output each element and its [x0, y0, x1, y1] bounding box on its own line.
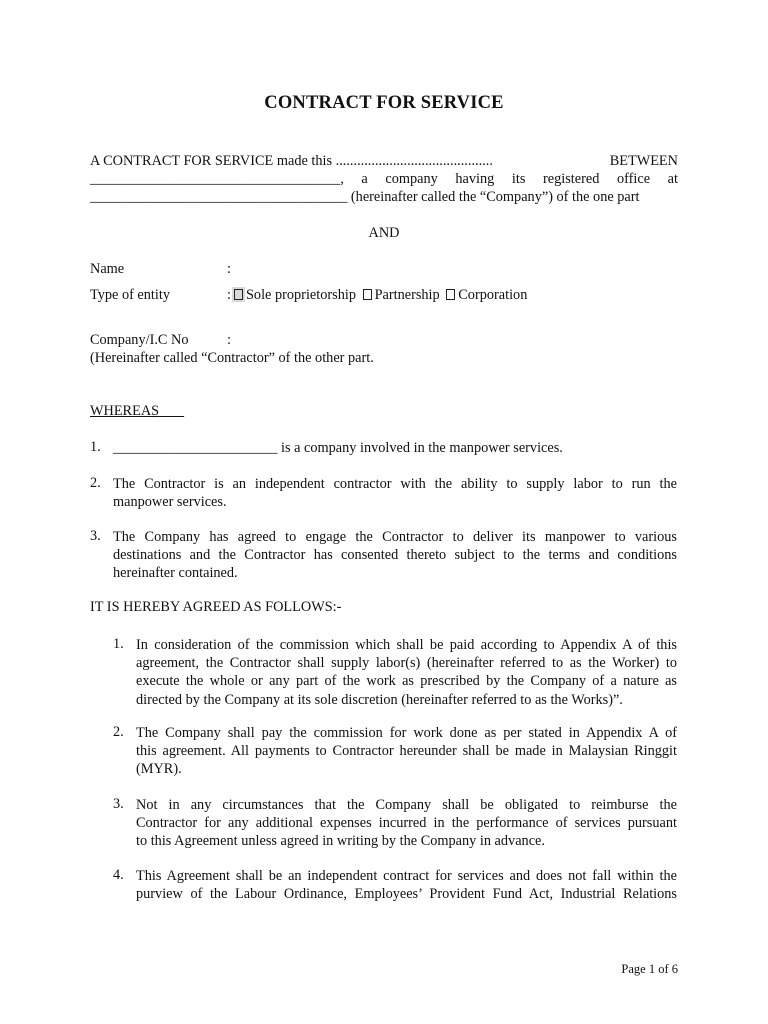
agreed-item-4-line: This Agreement shall be an independent contract for services and does not fall within the — [136, 868, 677, 884]
whereas-item-2-line: manpower services. — [113, 494, 227, 511]
agreed-item-1-line: In consideration of the commission which shall be paid according to Appendix A of this — [136, 637, 677, 653]
intro-line-1 — [90, 152, 678, 170]
contractor-note: (Hereinafter called “Contractor” of the other part. — [90, 350, 374, 366]
whereas-item-1-line: _______________________ is a company involved in the manpower services. — [113, 440, 563, 456]
page-title: CONTRACT FOR SERVICE — [264, 93, 504, 113]
whereas-item-2 — [113, 475, 677, 511]
name-label: Name — [90, 261, 125, 277]
company-ic-label: Company/I.C No — [90, 332, 189, 348]
agreed-item-1-line: directed by the Company at its sole discretion (hereinafter referred to as the Works)”. — [136, 691, 623, 708]
agreed-item-4 — [136, 867, 677, 903]
agreed-item-3-line: to this Agreement unless agreed in writing by the Company in advance. — [136, 833, 545, 850]
whereas-item-1 — [113, 439, 677, 457]
intro-line-3: ____________________________________ (hereinafter called the “Company”) of the one part — [90, 189, 640, 205]
intro-line-1-left: A CONTRACT FOR SERVICE made this ............................................ — [90, 153, 493, 169]
whereas-item-3-line: The Company has agreed to engage the Contractor to deliver its manpower to various — [113, 529, 677, 545]
corporation-label: Corporation — [458, 287, 528, 303]
whereas-item-3-line: destinations and the Contractor has consented thereto subject to the terms and conditions — [113, 547, 677, 564]
corporation-checkbox[interactable] — [446, 289, 455, 300]
whereas-item-3-line: hereinafter contained. — [113, 565, 238, 582]
whereas-item-3-number: 3. — [90, 528, 101, 544]
whereas-item-3 — [113, 528, 677, 583]
agreed-item-4-line: purview of the Labour Ordinance, Employees’ Provident Fund Act, Industrial Relations — [136, 886, 677, 903]
agreed-item-3-line: Contractor for any additional expenses incurred in the performance of services pursuant — [136, 815, 677, 832]
agreed-item-1 — [136, 636, 677, 709]
agreed-item-2-number: 2. — [113, 724, 124, 740]
whereas-item-2-line: The Contractor is an independent contractor with the ability to supply labor to run the — [113, 476, 677, 492]
company-ic-colon: : — [227, 332, 231, 348]
agreed-item-1-line: execute the whole or any part of the work as prescribed by the Company of a nature as — [136, 673, 677, 690]
and-separator: AND — [368, 225, 400, 241]
agreed-item-3 — [136, 796, 677, 851]
sole-proprietorship-label: Sole proprietorship — [245, 287, 356, 303]
intro-between: BETWEEN — [609, 153, 678, 169]
agreed-item-2-line: this agreement. All payments to Contractor hereunder shall be made in Malaysian Ringgit — [136, 743, 677, 760]
entity-label: Type of entity — [90, 287, 170, 303]
intro-line-2: ___________________________________, a company having its registered office at — [90, 171, 678, 187]
partnership-checkbox[interactable] — [363, 289, 372, 300]
agreed-item-3-line: Not in any circumstances that the Company shall be obligated to reimburse the — [136, 797, 677, 813]
name-colon: : — [227, 261, 231, 277]
partnership-label: Partnership — [374, 287, 440, 303]
whereas-item-1-number: 1. — [90, 439, 101, 455]
agreed-item-1-number: 1. — [113, 636, 124, 652]
sole-proprietorship-checkbox[interactable] — [234, 289, 243, 300]
agreed-item-4-number: 4. — [113, 867, 124, 883]
agreed-item-2-line: (MYR). — [136, 761, 182, 778]
agreed-item-1-line: agreement, the Contractor shall supply labor(s) (hereinafter referred to as the Worker) to — [136, 655, 677, 672]
entity-options — [227, 287, 527, 304]
whereas-heading: WHEREAS — [90, 403, 160, 419]
agreed-item-2 — [136, 724, 677, 779]
page-number: Page 1 of 6 — [621, 962, 678, 976]
agreed-heading: IT IS HEREBY AGREED AS FOLLOWS:- — [90, 599, 342, 615]
agreed-item-2-line: The Company shall pay the commission for work done as per stated in Appendix A of — [136, 725, 677, 741]
entity-colon: : — [227, 287, 231, 303]
agreed-item-3-number: 3. — [113, 796, 124, 812]
whereas-item-2-number: 2. — [90, 475, 101, 491]
